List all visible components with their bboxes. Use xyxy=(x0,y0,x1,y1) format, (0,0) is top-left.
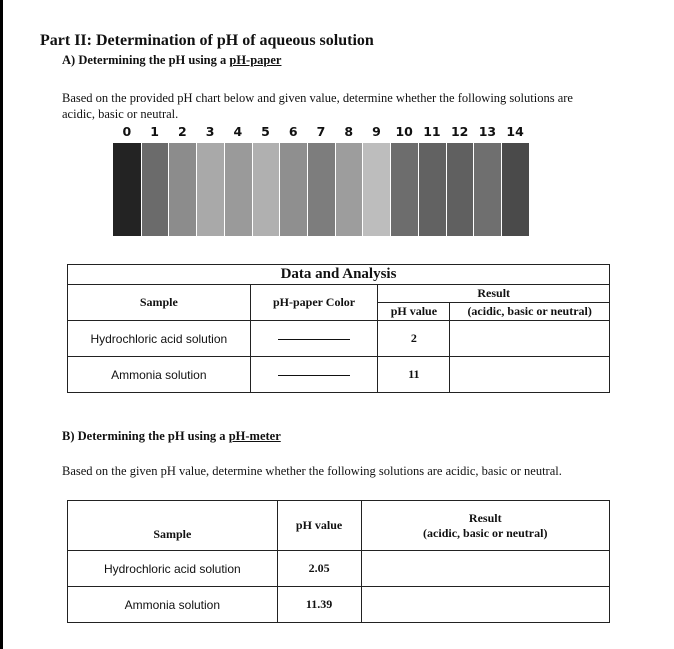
ph-number-7: 7 xyxy=(316,124,326,139)
ph-number-3: 3 xyxy=(205,124,215,139)
ph-number-4: 4 xyxy=(233,124,243,139)
result-cell[interactable] xyxy=(361,551,610,587)
ph-swatch-6 xyxy=(279,143,307,236)
result-cell[interactable] xyxy=(450,357,610,393)
ph-number-1: 1 xyxy=(150,124,159,139)
table-row xyxy=(68,321,610,357)
header-sample: Sample xyxy=(68,285,251,321)
sample-cell: Hydrochloric acid solution xyxy=(68,321,251,357)
ph-number-14: 14 xyxy=(506,124,524,139)
section-a-heading xyxy=(62,53,281,68)
ph-swatch-3 xyxy=(196,143,224,236)
ph-swatch-13 xyxy=(473,143,501,236)
part-title: Part II: Determination of pH of aqueous solution xyxy=(40,32,374,49)
ph-number-row xyxy=(113,124,526,142)
ph-number-0: 0 xyxy=(122,124,132,139)
header-sample: Sample xyxy=(68,501,278,551)
ph-swatch-5 xyxy=(252,143,280,236)
header-ph-value: pH value xyxy=(277,501,361,551)
section-a-heading-link: pH-paper xyxy=(229,53,282,67)
ph-value-cell: 11.39 xyxy=(277,587,361,623)
data-analysis-table xyxy=(67,264,610,393)
ph-color-chart xyxy=(113,143,529,236)
ph-number-2: 2 xyxy=(177,124,187,139)
result-cell[interactable] xyxy=(450,321,610,357)
ph-value-cell: 11 xyxy=(378,357,450,393)
header-result xyxy=(361,501,610,551)
ph-swatch-1 xyxy=(141,143,169,236)
section-b-intro: Based on the given pH value, determine whether the following solutions are acidic, basic or neutral. xyxy=(62,464,562,478)
ph-swatch-0 xyxy=(113,143,141,236)
answer-line xyxy=(278,374,350,376)
section-a-intro-line1: Based on the provided pH chart below and given value, determine whether the following solutions are xyxy=(62,91,573,105)
color-blank[interactable] xyxy=(250,321,378,357)
header-result-sub: (acidic, basic or neutral) xyxy=(423,525,548,540)
sample-cell: Hydrochloric acid solution xyxy=(68,551,278,587)
section-b-heading xyxy=(62,429,281,444)
result-cell[interactable] xyxy=(361,587,610,623)
table-row xyxy=(68,587,610,623)
ph-value-cell: 2 xyxy=(378,321,450,357)
header-result-sub: (acidic, basic or neutral) xyxy=(450,303,610,321)
header-ph-value: pH value xyxy=(378,303,450,321)
header-paper-color: pH-paper Color xyxy=(250,285,378,321)
ph-meter-table xyxy=(67,500,610,623)
ph-value-cell: 2.05 xyxy=(277,551,361,587)
ph-swatch-4 xyxy=(224,143,252,236)
table-row xyxy=(68,551,610,587)
header-result-title: Result xyxy=(468,510,502,525)
ph-swatch-9 xyxy=(362,143,390,236)
section-b-heading-link: pH-meter xyxy=(228,429,281,443)
ph-swatch-8 xyxy=(335,143,363,236)
ph-swatch-7 xyxy=(307,143,335,236)
sample-cell: Ammonia solution xyxy=(68,357,251,393)
section-b-heading-prefix: B) Determining the pH using a xyxy=(62,429,229,443)
ph-number-13: 13 xyxy=(478,124,497,139)
ph-number-8: 8 xyxy=(344,124,354,139)
color-blank[interactable] xyxy=(250,357,378,393)
ph-number-12: 12 xyxy=(450,124,469,139)
ph-number-11: 11 xyxy=(423,124,441,139)
ph-swatch-11 xyxy=(418,143,446,236)
ph-number-10: 10 xyxy=(395,124,413,139)
ph-swatch-14 xyxy=(501,143,529,236)
section-a-heading-prefix: A) Determining the pH using a xyxy=(62,53,230,67)
ph-swatch-12 xyxy=(446,143,474,236)
table-caption: Data and Analysis xyxy=(68,265,610,285)
sample-cell: Ammonia solution xyxy=(68,587,278,623)
answer-line xyxy=(278,338,350,340)
header-result: Result xyxy=(378,285,610,303)
ph-number-6: 6 xyxy=(288,124,298,139)
ph-number-9: 9 xyxy=(372,124,381,139)
ph-swatch-10 xyxy=(390,143,418,236)
page-left-border xyxy=(0,0,3,649)
ph-number-5: 5 xyxy=(261,124,270,139)
section-a-intro-line2: acidic, basic or neutral. xyxy=(62,107,179,121)
ph-swatch-2 xyxy=(168,143,196,236)
table-row xyxy=(68,357,610,393)
